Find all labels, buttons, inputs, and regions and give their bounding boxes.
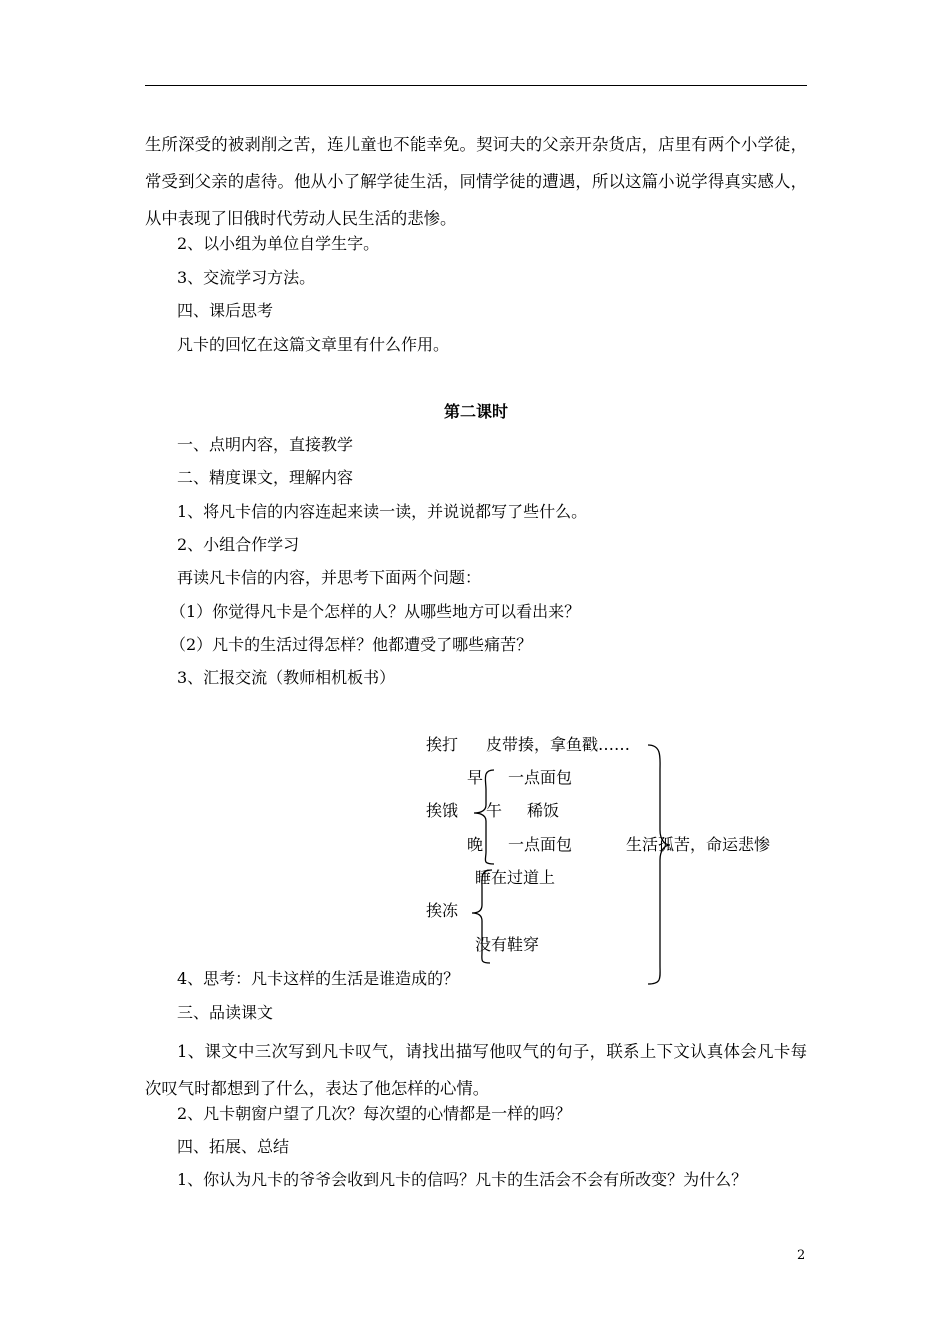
- list-item: 1、将凡卡信的内容连起来读一读，并说说都写了些什么。: [177, 502, 588, 521]
- diagram-noon: 午: [486, 801, 503, 820]
- list-item: 三、品读课文: [177, 1003, 274, 1022]
- list-item: 一、点明内容，直接教学: [177, 435, 354, 454]
- list-item: （1）你觉得凡卡是个怎样的人？从哪些地方可以看出来？: [170, 602, 581, 621]
- list-item: （2）凡卡的生活过得怎样？他都遭受了哪些痛苦？: [170, 635, 533, 654]
- list-item: 四、拓展、总结: [177, 1137, 290, 1156]
- list-item: 2、凡卡朝窗户望了几次？每次望的心情都是一样的吗？: [177, 1104, 572, 1123]
- list-item: 1、你认为凡卡的爷爷会收到凡卡的信吗？凡卡的生活会不会有所改变？为什么？: [177, 1170, 748, 1189]
- list-item: 2、以小组为单位自学生字。: [177, 234, 380, 253]
- diagram-label-hungry: 挨饿: [426, 801, 459, 820]
- diagram-evening: 晚: [467, 835, 484, 854]
- diagram-noon-food: 稀饭: [527, 801, 560, 820]
- diagram-shoes: 没有鞋穿: [475, 935, 540, 954]
- list-item: 2、小组合作学习: [177, 535, 300, 554]
- brace-summary: [648, 745, 670, 984]
- diagram-evening-food: 一点面包: [508, 835, 573, 854]
- paragraph-sigh: 1、课文中三次写到凡卡叹气，请找出描写他叹气的句子，联系上下文认真体会凡卡每次叹气时都想到了什么，表达了他怎样的心情。: [145, 1042, 807, 1098]
- diagram-detail-beaten: 皮带揍，拿鱼戳……: [486, 735, 631, 754]
- list-item: 再读凡卡信的内容，并思考下面两个问题：: [177, 568, 482, 587]
- list-item: 3、汇报交流（教师相机板书）: [177, 668, 396, 687]
- diagram-morning: 早: [467, 768, 484, 787]
- diagram-sleep: 睡在过道上: [475, 868, 556, 887]
- list-item: 3、交流学习方法。: [177, 268, 316, 287]
- diagram-label-cold: 挨冻: [426, 901, 459, 920]
- list-item: 凡卡的回忆在这篇文章里有什么作用。: [177, 335, 450, 354]
- paragraph-intro: 生所深受的被剥削之苦，连儿童也不能幸免。契诃夫的父亲开杂货店，店里有两个小学徒，常受到父亲的虐待。他从小了解学徒生活，同情学徒的遭遇，所以这篇小说学得真实感人，从中表现了旧俄时代劳动人民生活的悲惨。: [145, 135, 807, 228]
- list-item: 二、精度课文，理解内容: [177, 468, 354, 487]
- brace-cold: [472, 870, 492, 963]
- brace-hungry: [474, 770, 494, 864]
- diagram-label-beaten: 挨打: [426, 735, 459, 754]
- list-item: 4、思考：凡卡这样的生活是谁造成的？: [177, 969, 460, 988]
- diagram-morning-food: 一点面包: [508, 768, 573, 787]
- diagram-summary: 生活孤苦，命运悲惨: [626, 835, 771, 854]
- list-item: 四、课后思考: [177, 301, 274, 320]
- page-number: 2: [797, 1248, 806, 1263]
- section-heading: 第二课时: [443, 402, 508, 421]
